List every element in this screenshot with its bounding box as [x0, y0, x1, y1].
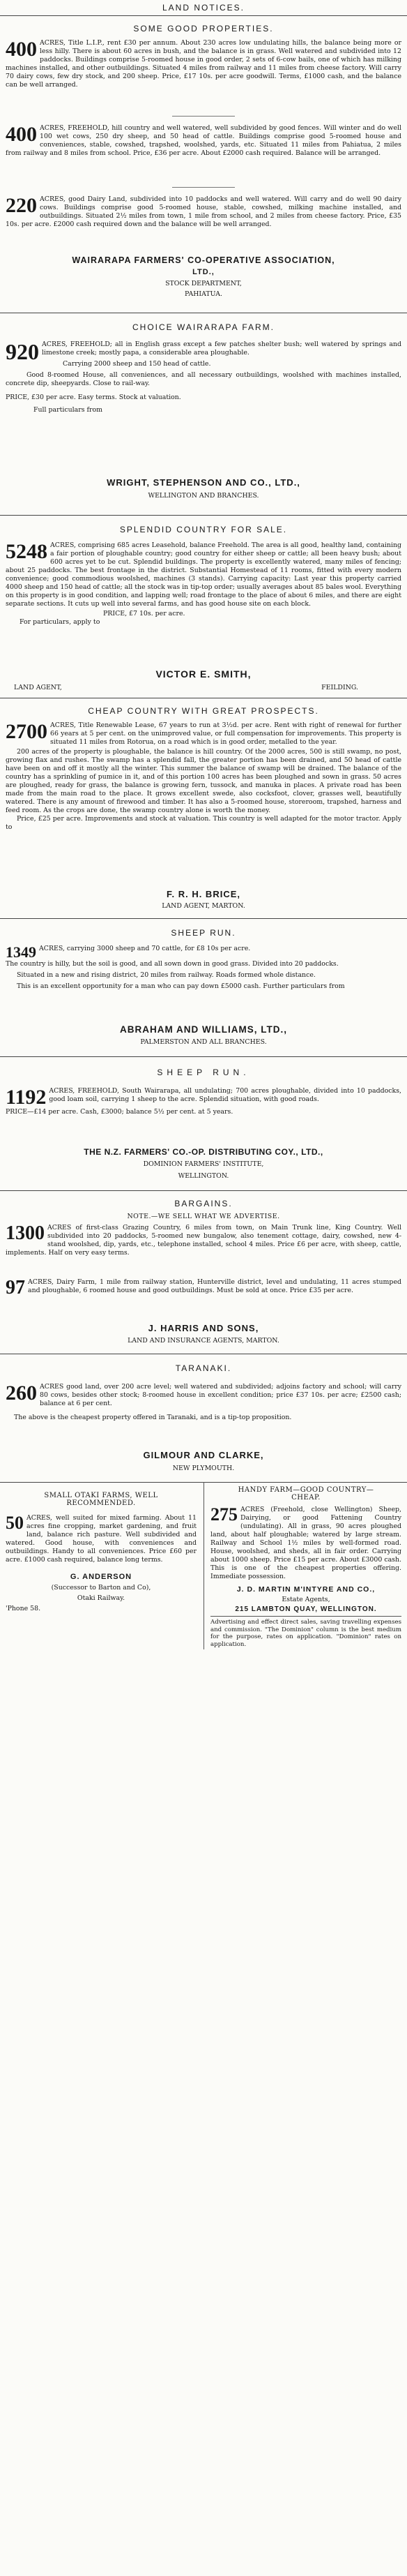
listing-detail: This is an excellent opportunity for a man who can pay down £5000 cash. Further particulars from [17, 982, 345, 990]
listing-1349-acres [0, 945, 407, 991]
divider [210, 1616, 401, 1617]
listing-text: ACRES, FREEHOLD; all in English grass except a few patches shelter bush; well watered by springs and limestone creek; mostly papa, a considerable area ploughable. [42, 340, 401, 357]
listing-detail: Situated in a new and rising district, 20 miles from railway. Roads formed whole distance. [17, 971, 316, 979]
listing-5248-acres [0, 541, 407, 627]
acreage-number: 2700 [6, 720, 47, 743]
listing-text: ACRES, Dairy Farm, 1 mile from railway station, Hunterville district, level and undulating, 11 acres stumped and ploughable, 6 roomed house and good outbuildings. Must be sold at once. Price £35 per acre. [28, 1278, 401, 1294]
section-heading: HANDY FARM—GOOD COUNTRY—CHEAP. [238, 1486, 374, 1502]
splendid-country [0, 525, 407, 534]
acreage-number: 1192 [6, 1086, 47, 1109]
listing-text: ACRES, comprising 685 acres Leasehold, balance Freehold. The area is all good, healthy land, containing a fair portion of ploughable country; good country for either sheep or cattle; all been heavy bush; about 600 acres yet to be cut. Splendid buildings. The property is excellently watered, many miles of fencing; about 25 paddocks. The best frontage in the district. Substantial Homestead of 11 rooms, fitted with every modern convenience; good commodious woolshed, machines (3 stands). Carrying capacity: Last year this property carried 4000 sheep and 150 head of cattle; all the stock was in tip-top order; usually averages about 85 bales wool. Everything on this property is in good condition, and lapping well; road frontage to the place of about 6 miles, and there are eight separate sections. It cuts up well into several farms, and has good house site on each block. [6, 541, 401, 608]
sheep-run-1192 [0, 1068, 407, 1077]
section-heading: CHEAP COUNTRY WITH GREAT PROSPECTS. [88, 706, 319, 716]
listing-260-acres [0, 1383, 407, 1422]
listing-400-acres-freehold [0, 124, 407, 158]
firm-role: LAND AGENT, [14, 684, 62, 691]
firm-name: J. HARRIS AND SONS, [148, 1323, 259, 1333]
advertising-note: Advertising and effect direct sales, saving travelling expenses and commission. "The Dominion" column is the best medium for the purpose, rates on application. "Dominion" rates on application. [210, 1619, 401, 1648]
particulars-line: For particulars, apply to [20, 618, 100, 626]
firm-name: VICTOR E. SMITH, [155, 668, 252, 680]
divider [0, 1190, 407, 1191]
listing-text: ACRES, Title L.I.P., rent £30 per annum. About 230 acres low undulating hills, the balance being more or less hilly. There is about 60 acres in bush, and the balance is in grass. Well watered and subdivided into 12 paddocks. Buildings comprise 5-roomed house in good order, 2 sets of 6-cow bails, one of which has milking machines installed, and other outbuildings. Situated 4 miles from railway and 11 miles from cheese factory. Will carry 70 dairy cows, few dry stock, and 200 sheep. Price, £17 10s. per acre goodwill. Terms, £1000 cash, and the balance can be well arranged. [6, 39, 401, 89]
abraham-williams-firm [0, 1024, 407, 1046]
section-heading: BARGAINS. [174, 1199, 233, 1208]
acreage-number: 400 [6, 38, 37, 61]
handy-farm [210, 1486, 401, 1648]
listing-text: ACRES good land, over 200 acre level; well watered and subdivided; adjoins factory and school; will carry 80 cows, besides other stock; 8-roomed house in excellent condition; price £37 10s. per acre; £2500 cash; balance at 6 per cent. [40, 1383, 401, 1407]
wairarapa-firm [0, 255, 407, 298]
listing-1300-acres [0, 1224, 407, 1257]
land-notices-header [0, 3, 407, 13]
acreage-number: 400 [6, 123, 37, 146]
firm-name: WAIRARAPA FARMERS' CO-OPERATIVE ASSOCIATION, [72, 255, 335, 265]
divider [172, 116, 235, 117]
price-line: PRICE—£14 per acre. Cash, £3000; balance 5½ per cent. at 5 years. [6, 1108, 233, 1116]
victor-smith-firm [0, 668, 407, 689]
section-heading: CHOICE WAIRARAPA FARM. [132, 322, 275, 332]
divider [0, 515, 407, 516]
firm-role: Estate Agents, [282, 1596, 330, 1603]
firm-place: FEILDING. [321, 684, 358, 691]
listing-detail: The country is hilly, but the soil is good, and all sown down in good grass. Divided into 20 paddocks. [6, 960, 339, 968]
bargains [0, 1199, 407, 1220]
listing-text: ACRES, FREEHOLD, South Wairarapa, all undulating; 700 acres ploughable, divided into 10 paddocks, good loam soil, carrying 1 sheep to the acre. Splendid situation, with good roads. [49, 1087, 401, 1103]
listing-text: ACRES, carrying 3000 sheep and 70 cattle, for £8 10s per acre. [39, 945, 251, 952]
listing-detail: The above is the cheapest property offered in Taranaki, and is a tip-top proposition. [14, 1414, 292, 1421]
divider [0, 15, 407, 16]
firm-place: NEW PLYMOUTH. [172, 1465, 235, 1472]
acreage-number: 5248 [6, 540, 47, 563]
listing-920-acres [0, 340, 407, 414]
small-otaki-farms [6, 1492, 197, 1612]
firm-address: 215 LAMBTON QUAY, WELLINGTON. [235, 1605, 377, 1613]
section-heading: SHEEP RUN. [157, 1068, 250, 1077]
cheap-country [0, 706, 407, 716]
page-title: LAND NOTICES. [162, 3, 245, 13]
price-line: PRICE, £7 10s. per acre. [103, 610, 185, 617]
firm-place: Otaki Railway. [77, 1594, 125, 1602]
firm-place: LAND AND INSURANCE AGENTS, MARTON. [128, 1337, 279, 1345]
acreage-number: 260 [6, 1381, 37, 1405]
some-good-properties [0, 24, 407, 33]
firm-place: WELLINGTON AND BRANCHES. [148, 492, 259, 500]
firm-suffix: LTD., [192, 268, 215, 276]
listing-text: ACRES of first-class Grazing Country, 6 miles from town, on Main Trunk line, King Country. Well subdivided into 20 paddocks, 5-roomed new bungalow, also tenement cottage, dairy, cowshed, new 4-stand woolshed, dip, yards, etc., telephone installed, school 4 miles. Price £6 per acre, with sheep, cattle, implements. Half on very easy terms. [6, 1224, 401, 1257]
firm-name: GILMOUR AND CLARKE, [143, 1450, 264, 1460]
listing-detail: 200 acres of the property is ploughable, the balance is hill country. Of the 2000 acres, 500 is still swamp, no post, growing flax and rushes. The swamp has a splendid fall, the greater portion has been drained, and 50 head of cattle have been on and off it mostly all the winter. This summer the balance of swamp will be drained. The balance of the country has a sprinkling of pumice in it, and of this portion 100 acres has been ploughed and sown in grass. 50 acres are ploughed, ready for grass, the balance is growing fern, tussock, and manuka in places. A private road has been made from the main road to the place. It grows excellent swede, also cocksfoot, clover, grasses well, beautifully watered. There is any amount of firewood and timber. It has also a 5-roomed house, storeroom, trapshed, harness and feed room. As the crops are done, the swamp country alone is worth the money. [6, 748, 401, 814]
acreage-number: 1300 [6, 1222, 45, 1244]
section-heading: SMALL OTAKI FARMS, WELL RECOMMENDED. [44, 1492, 158, 1507]
sheep-run-1349 [0, 928, 407, 938]
section-heading: SHEEP RUN. [171, 928, 236, 938]
firm-phone: 'Phone 58. [6, 1605, 41, 1612]
listing-text: ACRES, good Dairy Land, subdivided into 10 paddocks and well watered. Will carry and do well 90 dairy cows. Buildings comprise good 5-roomed house, stable, cowshed, milking machine installed, and outbuildings. Situated 2½ miles from town, 1 mile from school, and 2 miles from cheese factory. Price, £35 10s. per acre. £2000 cash required down and the balance will be well arranged. [6, 195, 401, 228]
taranaki [0, 1363, 407, 1373]
firm-place: PAHIATUA. [185, 290, 222, 298]
firm-place: WELLINGTON. [178, 1172, 229, 1180]
wright-stephenson-firm [0, 477, 407, 500]
listing-text: ACRES, well suited for mixed farming. About 11 acres fine cropping, market gardening, and fruit land, balance rich pasture. Well subdivided and watered. Good house, with conveniences and outbuildings. Handy to all conveniences. Price £60 per acre. £1000 cash required, balance long terms. [6, 1514, 197, 1564]
section-heading: SOME GOOD PROPERTIES. [133, 24, 274, 33]
harris-firm [0, 1323, 407, 1345]
brice-firm [0, 889, 407, 910]
firm-department: STOCK DEPARTMENT, [165, 280, 242, 287]
section-heading: SPLENDID COUNTRY FOR SALE. [119, 525, 288, 534]
acreage-number: 220 [6, 194, 37, 217]
section-subheading: NOTE.—WE SELL WHAT WE ADVERTISE. [127, 1213, 280, 1220]
divider [0, 918, 407, 919]
listing-text: ACRES, Title Renewable Lease, 67 years to run at 3½d. per acre. Rent with right of renewal for further 66 years at 5 per cent. on the unimproved value, or full compensation for improvements. This property is situated 11 miles from Rotorua, on a road which is in good order, metalled to the year. [50, 721, 401, 746]
divider [0, 1056, 407, 1057]
listing-2700-acres [0, 721, 407, 832]
gilmour-clarke-firm [0, 1450, 407, 1472]
firm-name: G. ANDERSON [70, 1573, 132, 1581]
nz-farmers-firm [0, 1147, 407, 1180]
choice-wairarapa-farm [0, 322, 407, 332]
listing-97-acres [0, 1278, 407, 1298]
firm-name: F. R. H. BRICE, [166, 889, 240, 899]
section-heading: TARANAKI. [175, 1363, 232, 1373]
price-line: Price, £25 per acre. Improvements and stock at valuation. This country is well adapted for the motor tractor. Apply to [6, 815, 401, 831]
listing-400-acres [0, 39, 407, 89]
acreage-number: 920 [6, 339, 39, 364]
acreage-number: 50 [6, 1513, 24, 1533]
firm-name: WRIGHT, STEPHENSON AND CO., LTD., [107, 477, 300, 488]
firm-name: ABRAHAM AND WILLIAMS, LTD., [120, 1024, 287, 1035]
firm-institute: DOMINION FARMERS' INSTITUTE, [143, 1160, 264, 1168]
firm-place: LAND AGENT, MARTON. [162, 902, 245, 910]
firm-place: PALMERSTON AND ALL BRANCHES. [140, 1038, 267, 1046]
buildings-line: Good 8-roomed House, all conveniences, and all necessary outbuildings, woolshed with machines installed, concrete dip, sheepyards. Close to rail-way. [6, 371, 401, 387]
carrying-line: Carrying 2000 sheep and 150 head of cattle. [63, 360, 211, 368]
particulars-line: Full particulars from [33, 406, 102, 414]
listing-text: ACRES (Freehold, close Wellington) Sheep, Dairying, or good Fattening Country (undulating). All in grass, 90 acres ploughed land, about half ploughable; watered by large stream. Railway and School 1½ miles by well-formed road. House, woolshed, and sheds, all in fair order. Carrying about 1000 sheep. Price £15 per acre. About £3000 cash. This is one of the cheapest properties offering. Immediate possession. [210, 1506, 401, 1580]
firm-successor: (Successor to Barton and Co), [51, 1584, 151, 1592]
firm-name: THE N.Z. FARMERS' CO.-OP. DISTRIBUTING COY., LTD., [84, 1147, 323, 1157]
price-line: PRICE, £30 per acre. Easy terms. Stock at valuation. [6, 394, 181, 401]
acreage-number: 1349 [6, 943, 36, 961]
acreage-number: 275 [210, 1504, 238, 1525]
divider [172, 187, 235, 188]
listing-text: ACRES, FREEHOLD, hill country and well watered, well subdivided by good fences. Will winter and do well 100 wet cows, 250 dry sheep, and 50 head of cattle. Buildings comprise good 5-roomed house and conveniences, stable, cowshed, trapshed, woolshed, yards, etc. Situated 11 miles from Pahiatua, 2 miles from railway and 8 miles from school. Price, £36 per acre. About £2000 cash required. Balance will be arranged. [6, 124, 401, 157]
listing-220-acres [0, 195, 407, 229]
firm-name: J. D. MARTIN M'INTYRE AND CO., [236, 1585, 376, 1594]
acreage-number: 97 [6, 1277, 25, 1298]
listing-1192-acres [0, 1087, 407, 1116]
